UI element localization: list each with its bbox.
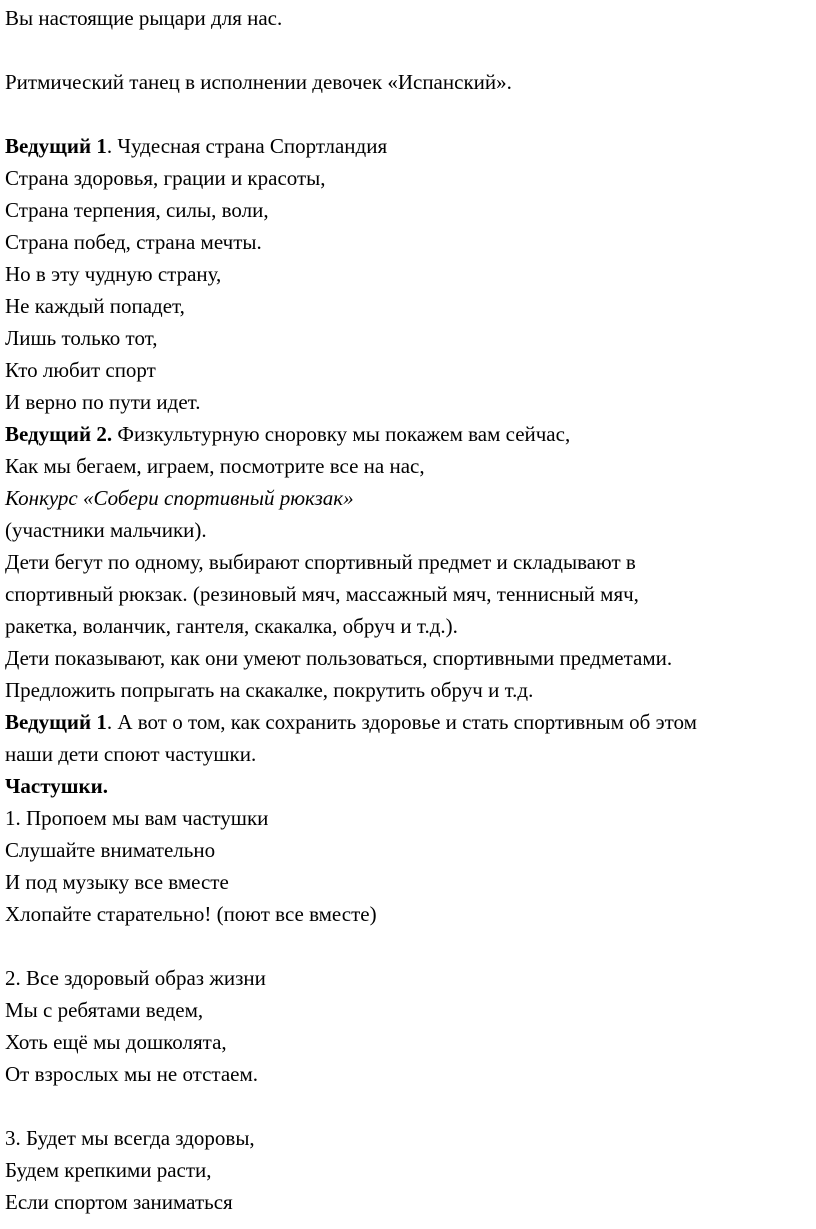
- text-line: [5, 514, 811, 546]
- speaker-label: Частушки.: [5, 774, 108, 798]
- text-line: [5, 866, 811, 898]
- text-line: [5, 354, 811, 386]
- document-body: [5, 2, 811, 1218]
- text-line: [5, 642, 811, 674]
- line-text: Как мы бегаем, играем, посмотрите все на нас,: [5, 454, 425, 478]
- text-line: [5, 962, 811, 994]
- line-text: Если спортом заниматься: [5, 1190, 233, 1214]
- line-text: Будем крепкими расти,: [5, 1158, 212, 1182]
- text-line: [5, 1186, 811, 1218]
- text-line: [5, 1058, 811, 1090]
- text-line: [5, 2, 811, 34]
- text-line: [5, 706, 811, 738]
- line-text: Страна терпения, силы, воли,: [5, 198, 269, 222]
- line-text: Хоть ещё мы дошколята,: [5, 1030, 227, 1054]
- line-text: И верно по пути идет.: [5, 390, 201, 414]
- blank-line: [5, 98, 811, 130]
- text-line: [5, 418, 811, 450]
- text-line: [5, 738, 811, 770]
- speaker-label: Ведущий 1: [5, 710, 107, 734]
- line-text: Дети бегут по одному, выбирают спортивный предмет и складывают в: [5, 550, 636, 574]
- line-text: Но в эту чудную страну,: [5, 262, 222, 286]
- text-line: [5, 1122, 811, 1154]
- blank-line: [5, 34, 811, 66]
- text-line: [5, 450, 811, 482]
- line-text: И под музыку все вместе: [5, 870, 229, 894]
- text-line: [5, 1154, 811, 1186]
- text-line: [5, 674, 811, 706]
- text-line: [5, 610, 811, 642]
- line-text: Не каждый попадет,: [5, 294, 185, 318]
- contest-title: Конкурс «Собери спортивный рюкзак»: [5, 486, 354, 510]
- text-line: [5, 130, 811, 162]
- line-text: (участники мальчики).: [5, 518, 207, 542]
- text-line: [5, 226, 811, 258]
- line-text: 2. Все здоровый образ жизни: [5, 966, 266, 990]
- text-line: [5, 258, 811, 290]
- text-line: [5, 66, 811, 98]
- text-line: [5, 994, 811, 1026]
- line-text: спортивный рюкзак. (резиновый мяч, массажный мяч, теннисный мяч,: [5, 582, 639, 606]
- text-line: [5, 834, 811, 866]
- line-text: Предложить попрыгать на скакалке, покрутить обруч и т.д.: [5, 678, 534, 702]
- line-text: Физкультурную сноровку мы покажем вам сейчас,: [112, 422, 571, 446]
- line-text: Мы с ребятами ведем,: [5, 998, 204, 1022]
- line-text: Ритмический танец в исполнении девочек «Испанский».: [5, 70, 512, 94]
- line-text: Страна побед, страна мечты.: [5, 230, 262, 254]
- text-line: [5, 1026, 811, 1058]
- line-text: Вы настоящие рыцари для нас.: [5, 6, 283, 30]
- line-text: . А вот о том, как сохранить здоровье и стать спортивным об этом: [106, 710, 697, 734]
- blank-line: [5, 930, 811, 962]
- text-line: [5, 194, 811, 226]
- line-text: Кто любит спорт: [5, 358, 156, 382]
- line-text: 3. Будет мы всегда здоровы,: [5, 1126, 255, 1150]
- line-text: Страна здоровья, грации и красоты,: [5, 166, 326, 190]
- line-text: Хлопайте старательно! (поют все вместе): [5, 902, 377, 926]
- line-text: наши дети споют частушки.: [5, 742, 257, 766]
- line-text: Слушайте внимательно: [5, 838, 216, 862]
- line-text: . Чудесная страна Спортландия: [106, 134, 388, 158]
- speaker-label: Ведущий 1: [5, 134, 107, 158]
- line-text: Лишь только тот,: [5, 326, 158, 350]
- blank-line: [5, 1090, 811, 1122]
- text-line: [5, 162, 811, 194]
- text-line: [5, 578, 811, 610]
- text-line: [5, 802, 811, 834]
- text-line: [5, 386, 811, 418]
- speaker-label: Ведущий 2.: [5, 422, 113, 446]
- line-text: Дети показывают, как они умеют пользоваться, спортивными предметами.: [5, 646, 673, 670]
- line-text: 1. Пропоем мы вам частушки: [5, 806, 269, 830]
- line-text: ракетка, воланчик, гантеля, скакалка, обруч и т.д.).: [5, 614, 458, 638]
- text-line: [5, 322, 811, 354]
- text-line: [5, 898, 811, 930]
- text-line: [5, 290, 811, 322]
- text-line: [5, 546, 811, 578]
- text-line: [5, 770, 811, 802]
- text-line: [5, 482, 811, 514]
- line-text: От взрослых мы не отстаем.: [5, 1062, 259, 1086]
